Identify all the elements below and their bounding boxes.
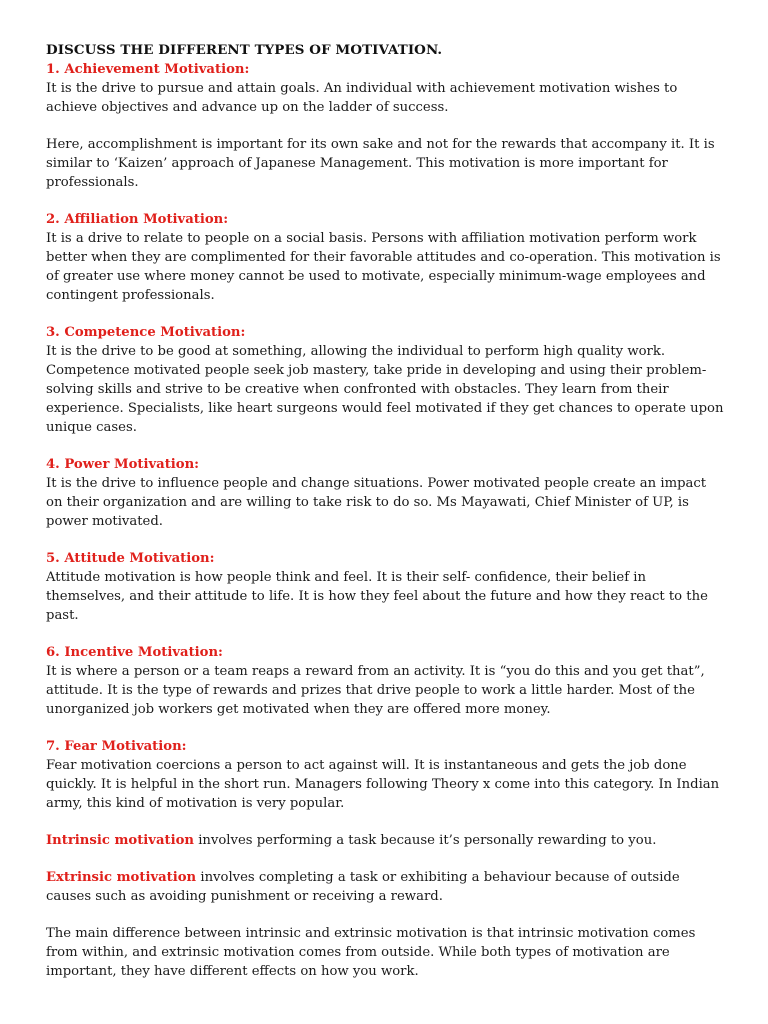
section-heading: 5. Attitude Motivation: <box>46 551 215 566</box>
section-power <box>46 455 726 531</box>
section-fear <box>46 737 726 813</box>
intrinsic-term: Intrinsic motivation <box>46 833 194 848</box>
section-heading: 2. Affiliation Motivation: <box>46 212 229 227</box>
section-incentive <box>46 643 726 719</box>
extrinsic-text: involves completing a task or exhibiting a behaviour because of outside causes such as avoiding punishment or receiving a reward. <box>46 870 680 904</box>
intrinsic-paragraph <box>46 831 726 850</box>
section-heading: 3. Competence Motivation: <box>46 325 246 340</box>
section-affiliation <box>46 210 726 305</box>
extrinsic-definition <box>46 868 726 906</box>
section-heading: 1. Achievement Motivation: <box>46 62 250 77</box>
section-paragraph: It is the drive to pursue and attain goals. An individual with achievement motivation wishes to achieve objectives and advance up on the ladder of success. <box>46 81 678 115</box>
extrinsic-paragraph <box>46 868 726 906</box>
document-page <box>46 40 726 981</box>
closing-paragraph: The main difference between intrinsic and extrinsic motivation is that intrinsic motivation comes from within, and extrinsic motivation comes from outside. While both types of motivation are important, they have different effects on how you work. <box>46 926 696 979</box>
section-paragraph: Fear motivation coercions a person to act against will. It is instantaneous and gets the job done quickly. It is helpful in the short run. Managers following Theory x come into this category. In Indian army, this kind of motivation is very popular. <box>46 758 720 811</box>
section-paragraph: Here, accomplishment is important for its own sake and not for the rewards that accompany it. It is similar to ‘Kaizen’ approach of Japanese Management. This motivation is more important for professionals. <box>46 137 715 190</box>
section-heading: 6. Incentive Motivation: <box>46 645 223 660</box>
intrinsic-definition <box>46 831 726 850</box>
intrinsic-text: involves performing a task because it’s personally rewarding to you. <box>194 833 657 848</box>
section-paragraph: It is the drive to influence people and change situations. Power motivated people create an impact on their organization and are willing to take risk to do so. Ms Mayawati, Chief Minister of UP, is power motivated. <box>46 476 707 529</box>
section-attitude <box>46 549 726 625</box>
section-achievement <box>46 60 726 192</box>
section-paragraph: Attitude motivation is how people think and feel. It is their self- confidence, their belief in themselves, and their attitude to life. It is how they feel about the future and how they react to the past. <box>46 570 708 623</box>
section-paragraph: It is the drive to be good at something, allowing the individual to perform high quality work. Competence motivated people seek job mastery, take pride in developing and using their problem-solving skills and strive to be creative when confronted with obstacles. They learn from their experience. Specialists, like heart surgeons would feel motivated if they get chances to operate upon unique cases. <box>46 344 724 435</box>
section-heading: 4. Power Motivation: <box>46 457 200 472</box>
section-paragraph: It is where a person or a team reaps a reward from an activity. It is “you do this and you get that”, attitude. It is the type of rewards and prizes that drive people to work a little harder. Most of the unorganized job workers get motivated when they are offered more money. <box>46 664 705 717</box>
section-competence <box>46 323 726 437</box>
section-heading: 7. Fear Motivation: <box>46 739 187 754</box>
extrinsic-term: Extrinsic motivation <box>46 870 197 885</box>
document-title: DISCUSS THE DIFFERENT TYPES OF MOTIVATION. <box>46 42 443 58</box>
section-paragraph: It is a drive to relate to people on a social basis. Persons with affiliation motivation perform work better when they are complimented for their favorable attitudes and co-operation. This motivation is of greater use where money cannot be used to motivate, especially minimum-wage employees and contingent professionals. <box>46 231 721 303</box>
